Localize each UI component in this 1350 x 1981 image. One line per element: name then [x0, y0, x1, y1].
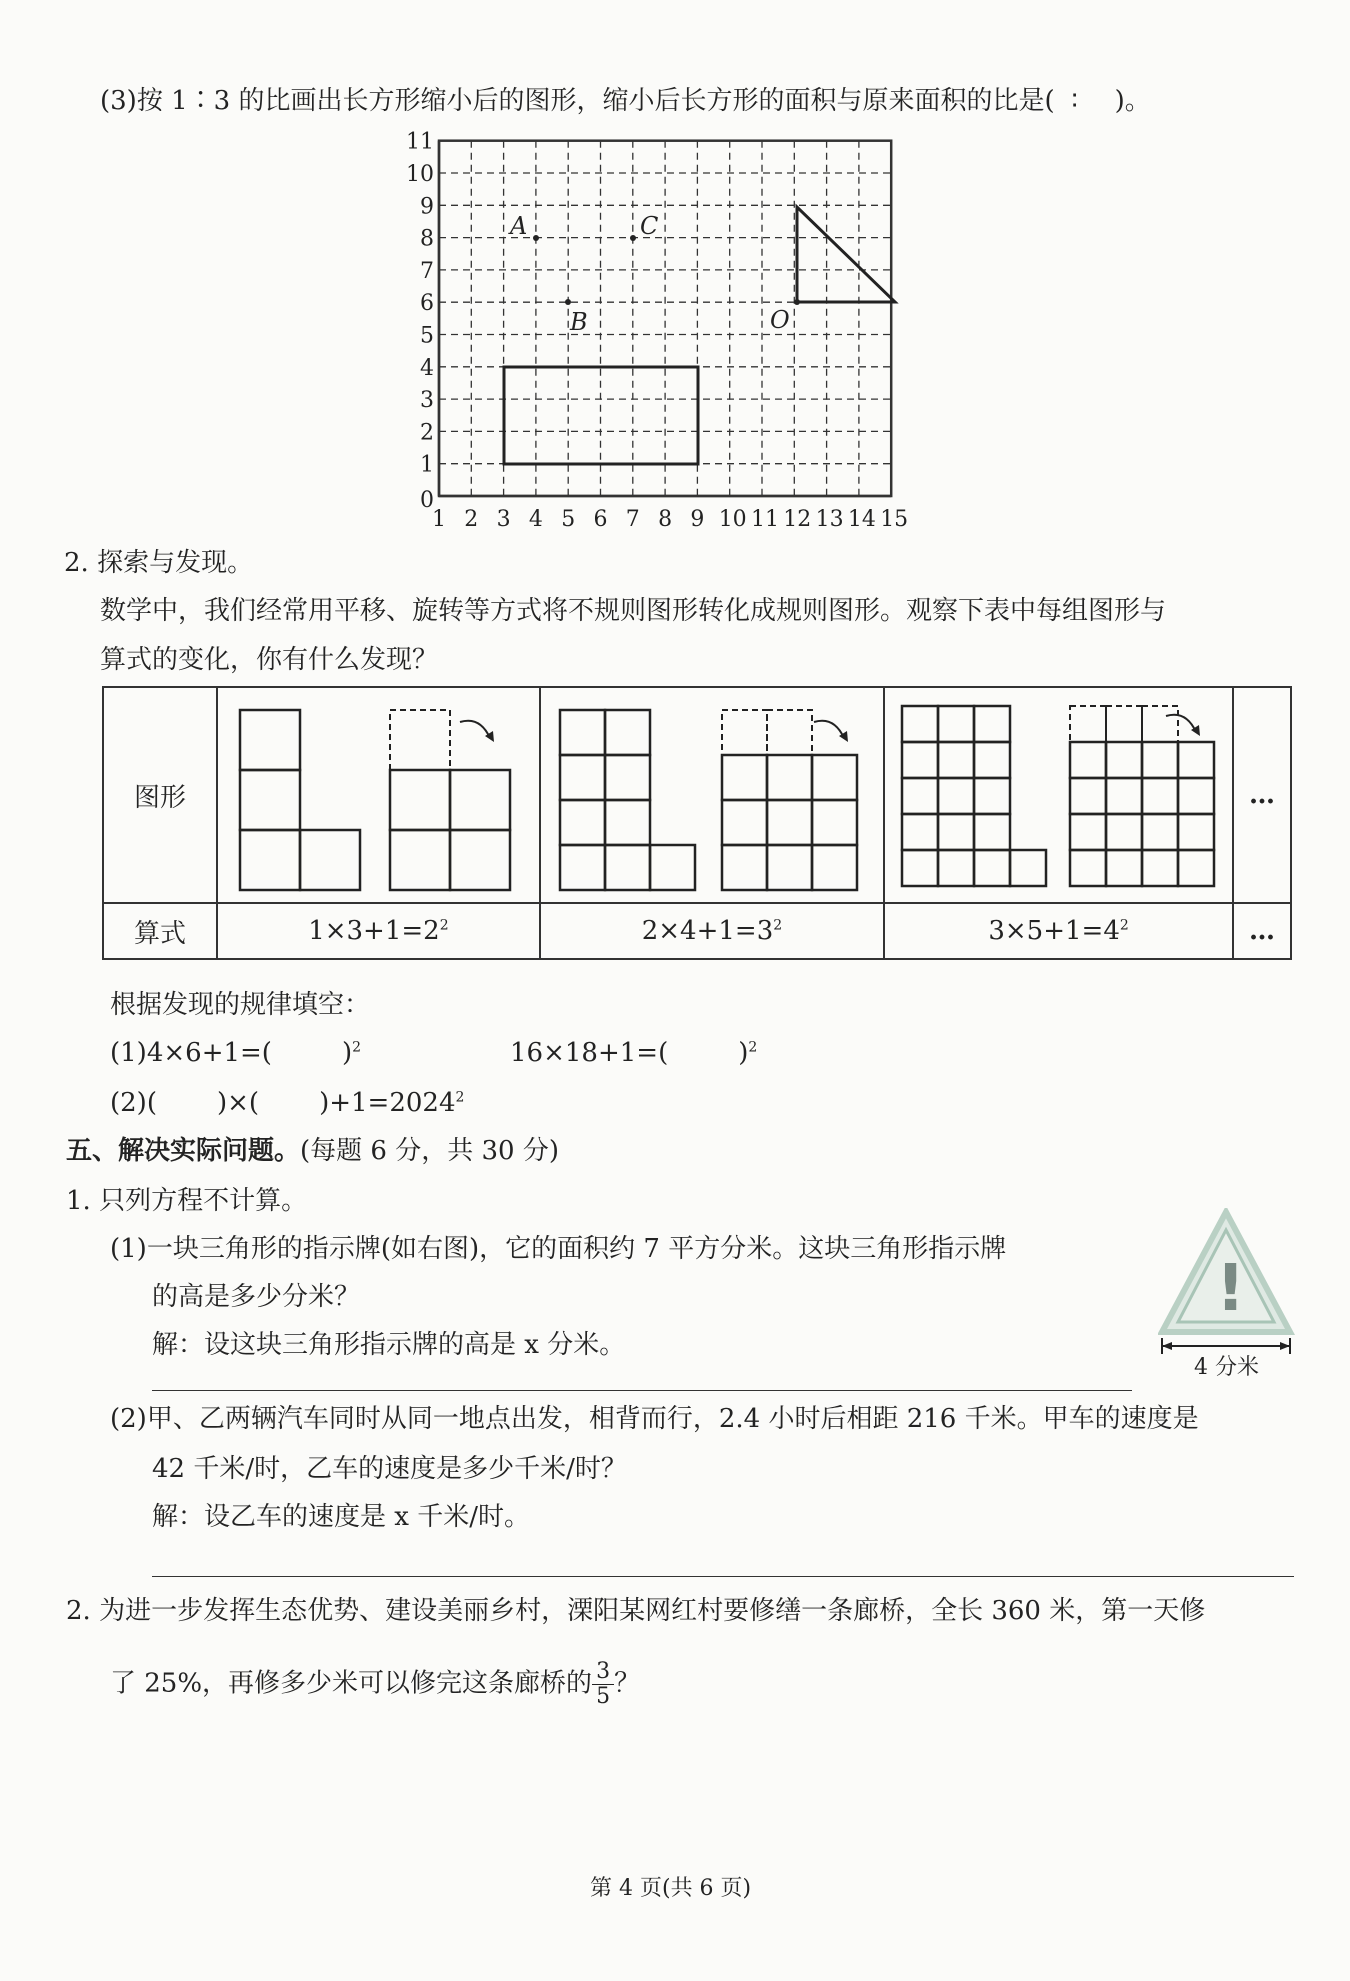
x-tick-label: 13 — [815, 507, 844, 532]
q1-title: 1. 只列方程不计算。 — [66, 1186, 308, 1216]
x-tick-label: 8 — [658, 507, 673, 532]
fill-1a: (1)4×6+1=( )$^2$ — [110, 1038, 362, 1068]
q1-1-solve: 解：设这块三角形指示牌的高是 x 分米。 — [152, 1330, 626, 1360]
grid-ticks — [406, 130, 908, 532]
shape-group-2 — [552, 692, 872, 892]
formula-ellipsis: … — [1233, 903, 1291, 959]
explore-title: 2. 探索与发现。 — [64, 548, 254, 578]
shape-cell-3 — [884, 687, 1233, 903]
answer-line-1[interactable] — [152, 1390, 1132, 1391]
shape-ellipsis: … — [1233, 687, 1291, 903]
q3-text: (3)按 1∶3 的比画出长方形缩小后的图形，缩小后长方形的面积与原来面积的比是( ∶ )。 — [100, 86, 1151, 116]
formula-1: $1\times 3+1=2^2$ — [217, 903, 540, 959]
x-tick-label: 10 — [718, 507, 747, 532]
shape-cell-2 — [540, 687, 884, 903]
x-tick-label: 14 — [847, 507, 876, 532]
y-tick-label: 10 — [406, 162, 434, 187]
triangle-shape — [797, 207, 895, 302]
x-tick-label: 12 — [783, 507, 812, 532]
fill-1b: 16×18+1=( )$^2$ — [510, 1038, 758, 1068]
x-tick-label: 5 — [561, 507, 576, 532]
formula-3: $3\times 5+1=4^2$ — [884, 903, 1233, 959]
q1-2-line1: (2)甲、乙两辆汽车同时从同一地点出发，相背而行，2.4 小时后相距 216 千米。甲车的速度是 — [110, 1404, 1199, 1434]
formula-2: $2\times 4+1=3^2$ — [540, 903, 884, 959]
x-tick-label: 4 — [528, 507, 543, 532]
y-tick-label: 3 — [420, 388, 434, 414]
x-tick-label: 3 — [496, 507, 511, 532]
sign-width-label: 4 分米 — [1194, 1355, 1259, 1378]
x-tick-label: 9 — [690, 507, 705, 532]
y-tick-label: 8 — [420, 226, 434, 252]
label-a: A — [510, 212, 528, 240]
pattern-table — [102, 686, 1292, 960]
x-tick-label: 15 — [880, 507, 909, 532]
q1-2-solve: 解：设乙车的速度是 x 千米/时。 — [152, 1502, 530, 1532]
label-b: B — [570, 308, 588, 336]
row-label-formula: 算式 — [103, 903, 217, 959]
row-label-shape: 图形 — [103, 687, 217, 903]
label-c: C — [640, 212, 659, 240]
q1-1-line2: 的高是多少分米？ — [152, 1282, 361, 1312]
point-a — [533, 235, 539, 241]
point-c — [630, 235, 636, 241]
q2-line1: 2. 为进一步发挥生态优势、建设美丽乡村，溧阳某网红村要修缮一条廊桥，全长 360 米，第一天修 — [66, 1596, 1206, 1626]
shape-cell-1 — [217, 687, 540, 903]
page-footer: 第 4 页(共 6 页) — [590, 1876, 752, 1901]
warning-sign — [1158, 1208, 1298, 1378]
shape-group-3 — [894, 692, 1224, 892]
fill-intro: 根据发现的规律填空： — [110, 990, 371, 1020]
x-tick-label: 7 — [625, 507, 640, 532]
shape-group-1 — [228, 692, 528, 892]
warning-mark: ! — [1216, 1252, 1246, 1326]
x-tick-label: 2 — [464, 507, 479, 532]
x-tick-label: 1 — [432, 507, 446, 532]
q1-2-line2: 42 千米/时，乙车的速度是多少千米/时？ — [152, 1454, 627, 1484]
y-tick-label: 7 — [420, 258, 434, 284]
origin-label: 0 — [420, 488, 434, 513]
label-o: O — [770, 306, 790, 334]
explore-line1: 数学中，我们经常用平移、旋转等方式将不规则图形转化成规则图形。观察下表中每组图形与 — [100, 596, 1167, 626]
fill-2: (2)( )×( )$+1=2024^2$ — [110, 1088, 465, 1118]
x-tick-label: 11 — [751, 507, 779, 532]
q2-line2: 了 25%，再修多少米可以修完这条廊桥的 $\frac{3}{5}$ ？ — [110, 1659, 641, 1709]
explore-line2: 算式的变化，你有什么发现？ — [100, 645, 439, 675]
y-tick-label: 4 — [420, 355, 434, 381]
q3-colon: ∶ — [1071, 86, 1078, 116]
q1-1-line1: (1)一块三角形的指示牌(如右图)，它的面积约 7 平方分米。这块三角形指示牌 — [110, 1234, 1007, 1264]
fraction-three-fifths: $\frac{3}{5}$ — [592, 1660, 614, 1709]
section5-title: 五、解决实际问题。(每题 6 分，共 30 分) — [66, 1136, 559, 1166]
point-b — [565, 299, 571, 305]
y-tick-label: 11 — [406, 130, 434, 155]
y-tick-label: 2 — [420, 420, 434, 446]
y-tick-label: 9 — [420, 194, 434, 220]
grid-lines — [439, 141, 891, 496]
coordinate-grid — [390, 130, 990, 540]
answer-line-2[interactable] — [152, 1576, 1294, 1577]
y-tick-label: 6 — [420, 291, 434, 317]
y-tick-label: 1 — [420, 452, 434, 478]
point-o — [794, 299, 800, 305]
x-tick-label: 6 — [593, 507, 608, 532]
y-tick-label: 5 — [420, 323, 434, 349]
